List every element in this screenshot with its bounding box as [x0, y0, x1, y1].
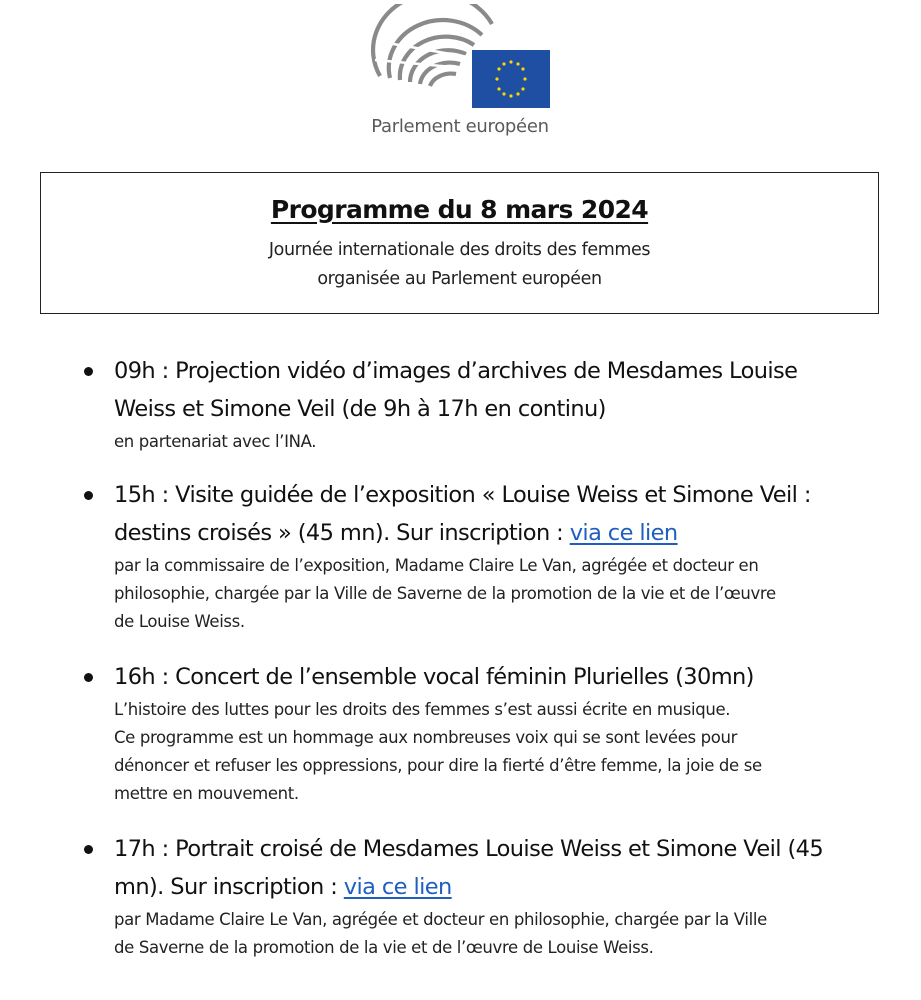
subtitle-line: Journée internationale des droits des femmes	[268, 240, 651, 260]
page-subtitle	[41, 236, 878, 294]
logo-text: Parlement européen	[371, 116, 549, 137]
program-header-box	[40, 172, 879, 314]
page-title: Programme du 8 mars 2024	[270, 195, 649, 224]
program-item-description: par Madame Claire Le Van, agrégée et docteur en philosophie, chargée par la Ville de Saverne de la promotion de la vie et de l’œuvre de Louise Weiss.	[114, 910, 767, 957]
bullet-icon	[84, 367, 93, 376]
program-item-heading: 16h : Concert de l’ensemble vocal féminin Plurielles (30mn)	[114, 664, 754, 690]
program-item-description: par la commissaire de l’exposition, Madame Claire Le Van, agrégée et docteur en philosophie, chargée par la Ville de Saverne de la promotion de la vie et de l’œuvre de Louise Weiss.	[114, 556, 776, 631]
program-item-heading: 15h : Visite guidée de l’exposition « Louise Weiss et Simone Veil : destins croisés » (45 mn). Sur inscription : via ce lien	[114, 482, 811, 546]
subtitle-line: organisée au Parlement européen	[317, 269, 602, 289]
registration-link[interactable]: via ce lien	[343, 874, 452, 900]
registration-link[interactable]: via ce lien	[569, 520, 678, 546]
program-item-16h	[0, 658, 921, 808]
parliament-logo	[360, 4, 560, 144]
program-item-heading: 09h : Projection vidéo d’images d’archives de Mesdames Louise Weiss et Simone Veil (de 9h à 17h en continu)	[114, 358, 798, 422]
bullet-icon	[84, 491, 93, 500]
bullet-icon	[84, 845, 93, 854]
program-item-15h	[0, 476, 921, 636]
program-item-heading: 17h : Portrait croisé de Mesdames Louise Weiss et Simone Veil (45 mn). Sur inscription : via ce lien	[114, 836, 824, 900]
program-item-17h	[0, 830, 921, 962]
eu-flag-icon	[472, 50, 550, 108]
bullet-icon	[84, 673, 93, 682]
program-item-description: L’histoire des luttes pour les droits des femmes s’est aussi écrite en musique. Ce programme est un hommage aux nombreuses voix qui se sont levées pour dénoncer et refuser les oppressions, pour dire la fierté d’être femme, la joie de se mettre en mouvement.	[114, 700, 762, 803]
program-item-description: en partenariat avec l’INA.	[114, 432, 317, 451]
program-list	[0, 352, 921, 962]
parliament-hemicycle-icon	[360, 4, 560, 114]
program-item-09h	[0, 352, 921, 456]
